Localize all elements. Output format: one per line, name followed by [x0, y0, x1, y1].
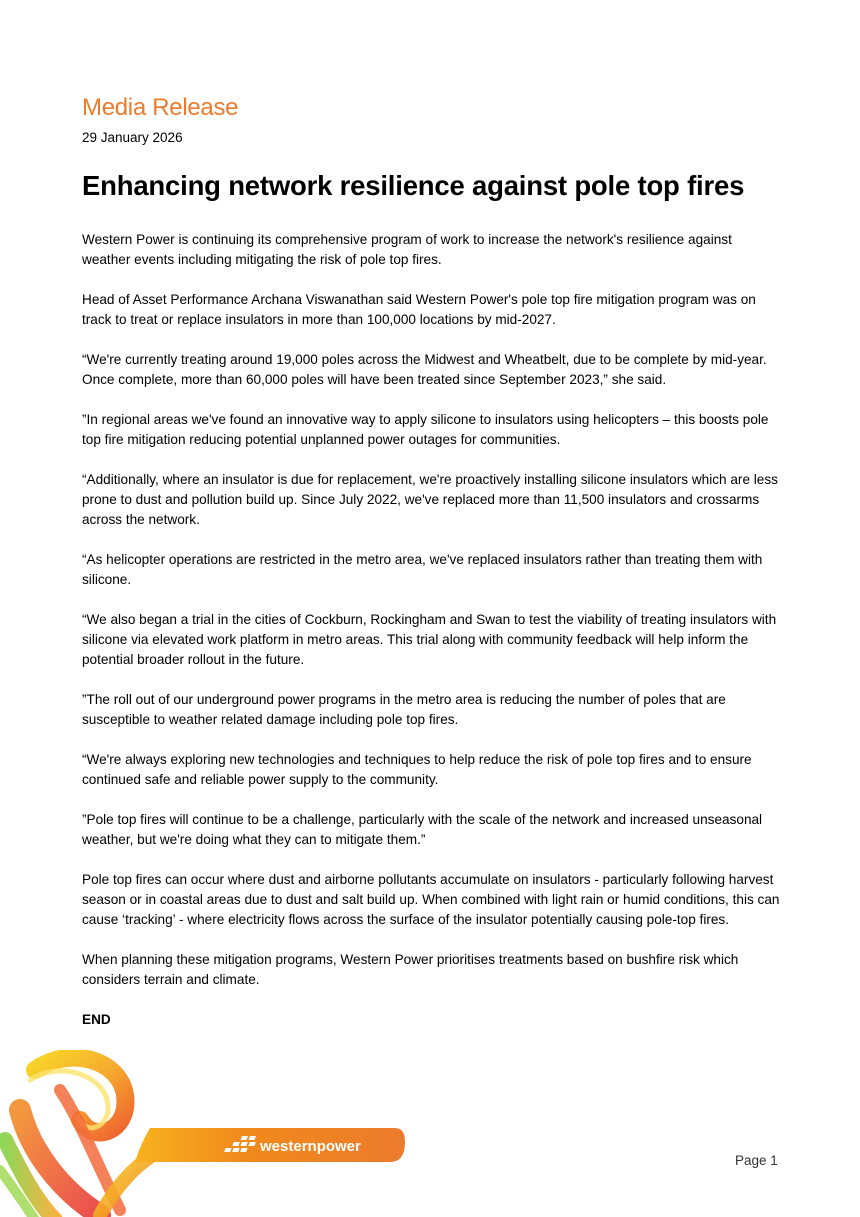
- paragraph: When planning these mitigation programs, Western Power prioritises treatments based on bushfire risk which considers terrain and climate.: [82, 952, 739, 987]
- paragraph: “We're currently treating around 19,000 poles across the Midwest and Wheatbelt, due to be complete by mid-year. Once complete, more than 60,000 poles will have been treated since September 2023,” she said.: [82, 352, 767, 387]
- paragraph: Pole top fires can occur where dust and airborne pollutants accumulate on insulators - particularly following harvest season or in coastal areas due to dust and salt build up. When combined with light rain or humid conditions, this can cause ‘tracking’ - where electricity flows across the surface of the insulator potentially causing pole-top fires.: [82, 872, 780, 927]
- paragraph: Western Power is continuing its comprehensive program of work to increase the network's resilience against weather events including mitigating the risk of pole top fires.: [82, 232, 732, 267]
- paragraph: Head of Asset Performance Archana Viswanathan said Western Power's pole top fire mitigation program was on track to treat or replace insulators in more than 100,000 locations by mid-2027.: [82, 292, 756, 327]
- logo-wordmark: westernpower: [260, 1138, 361, 1155]
- paragraph: “We also began a trial in the cities of Cockburn, Rockingham and Swan to test the viability of treating insulators with silicone via elevated work platform in metro areas. This trial along with community feedback will help inform the potential broader rollout in the future.: [82, 612, 777, 667]
- paragraph: “As helicopter operations are restricted in the metro area, we've replaced insulators rather than treating them with silicone.: [82, 552, 763, 587]
- page-number: Page 1: [735, 1153, 778, 1168]
- ribbon-swirl: [0, 1058, 170, 1217]
- paragraph: ”Pole top fires will continue to be a challenge, particularly with the scale of the network and increased unseasonal weather, but we're doing what they can to mitigate them.”: [82, 812, 763, 847]
- media-release-label: Media Release: [82, 94, 239, 121]
- paragraph: ”In regional areas we've found an innovative way to apply silicone to insulators using helicopters – this boosts pole top fire mitigation reducing potential unplanned power outages for communities.: [82, 412, 769, 447]
- footer-brand-graphic: [0, 1050, 420, 1217]
- paragraph: “We're always exploring new technologies and techniques to help reduce the risk of pole top fires and to ensure continued safe and reliable power supply to the community.: [82, 752, 752, 787]
- paragraph: “Additionally, where an insulator is due for replacement, we're proactively installing silicone insulators which are less prone to dust and pollution build up. Since July 2022, we've replaced more than 11,500 insulators and crossarms across the network.: [82, 472, 778, 527]
- release-date: 29 January 2026: [82, 130, 183, 145]
- end-marker: END: [82, 1012, 111, 1027]
- article-body: [82, 230, 782, 1050]
- page-title: Enhancing network resilience against pole top fires: [82, 170, 745, 201]
- paragraph: ”The roll out of our underground power programs in the metro area is reducing the number of poles that are susceptible to weather related damage including pole top fires.: [82, 692, 726, 727]
